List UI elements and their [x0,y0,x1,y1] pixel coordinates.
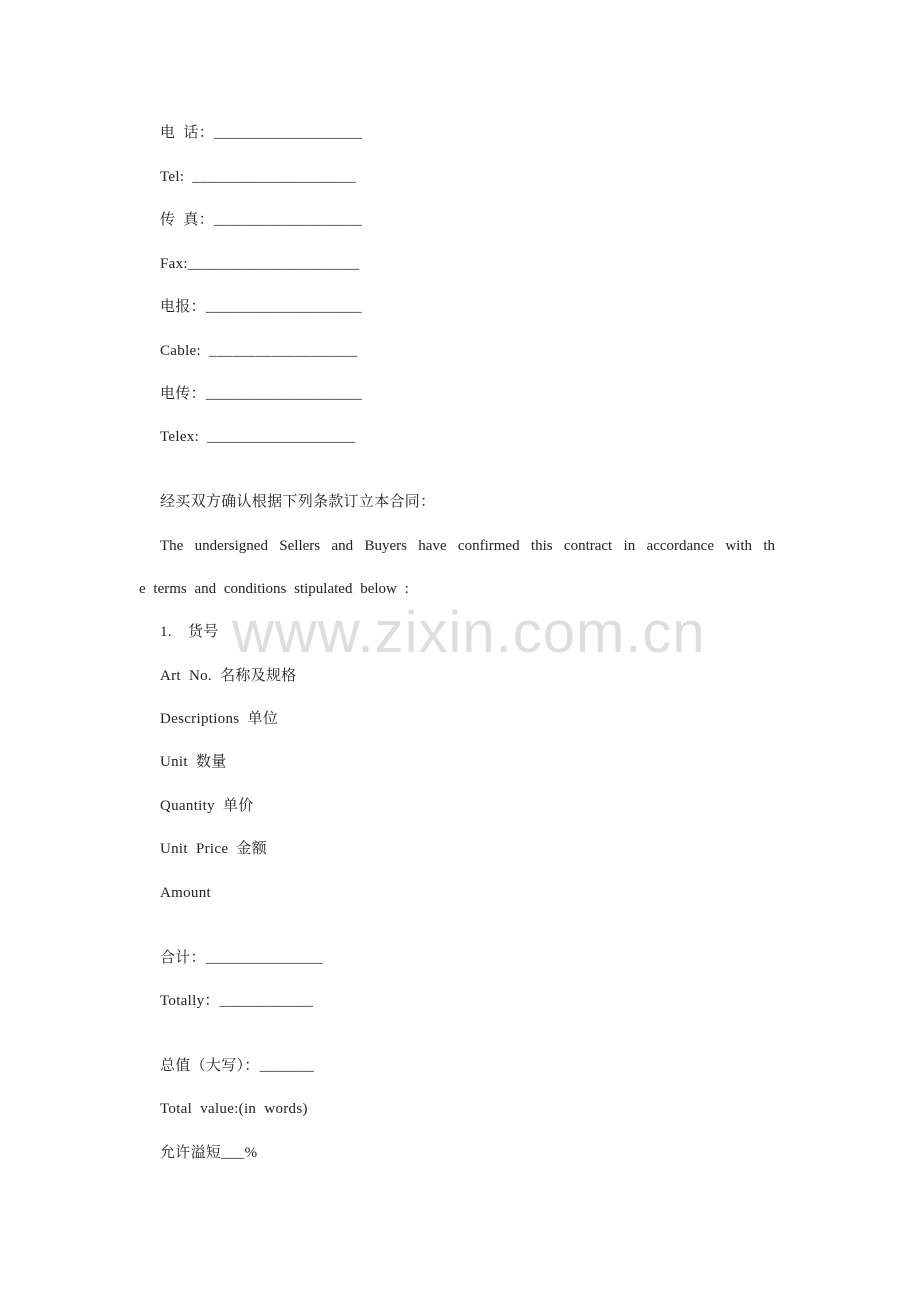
item-header-line-3: Descriptions 单位 [160,711,279,727]
telex-cn-line: 电传：____________________ [160,386,362,402]
item-header-line-6: Unit Price 金额 [160,841,267,857]
intro-en-line-2: e terms and conditions stipulated below : [139,581,409,597]
item-header-line-4: Unit 数量 [160,754,227,770]
fax-en-line: Fax:______________________ [160,256,360,272]
tel-en-line: Tel: _____________________ [160,169,357,185]
item-header-line-2: Art No. 名称及规格 [160,668,297,684]
allowance-line: 允许溢短___% [160,1145,258,1161]
tel-cn-line: 电 话：___________________ [160,125,363,141]
watermark: www.zixin.com.cn [232,600,706,665]
fax-cn-line: 传 真：___________________ [160,212,363,228]
item-header-line-7: Amount [160,885,211,901]
item-header-line-1: 1. 货号 [160,624,219,640]
cable-cn-line: 电报：____________________ [160,299,362,315]
intro-cn: 经买双方确认根据下列条款订立本合同： [160,494,436,510]
intro-en-line-1: The undersigned Sellers and Buyers have confirmed this contract in accordance with th [160,538,775,554]
total-cn-line: 合计：_______________ [160,950,323,966]
telex-en-line: Telex: ___________________ [160,429,356,445]
total-en-line: Totally：____________ [160,993,314,1009]
total-value-cn-line: 总值（大写）：_______ [160,1058,315,1074]
total-value-en-line: Total value:(in words) [160,1101,308,1117]
cable-en-line: Cable: ___________________ [160,343,358,359]
item-header-line-5: Quantity 单价 [160,798,254,814]
